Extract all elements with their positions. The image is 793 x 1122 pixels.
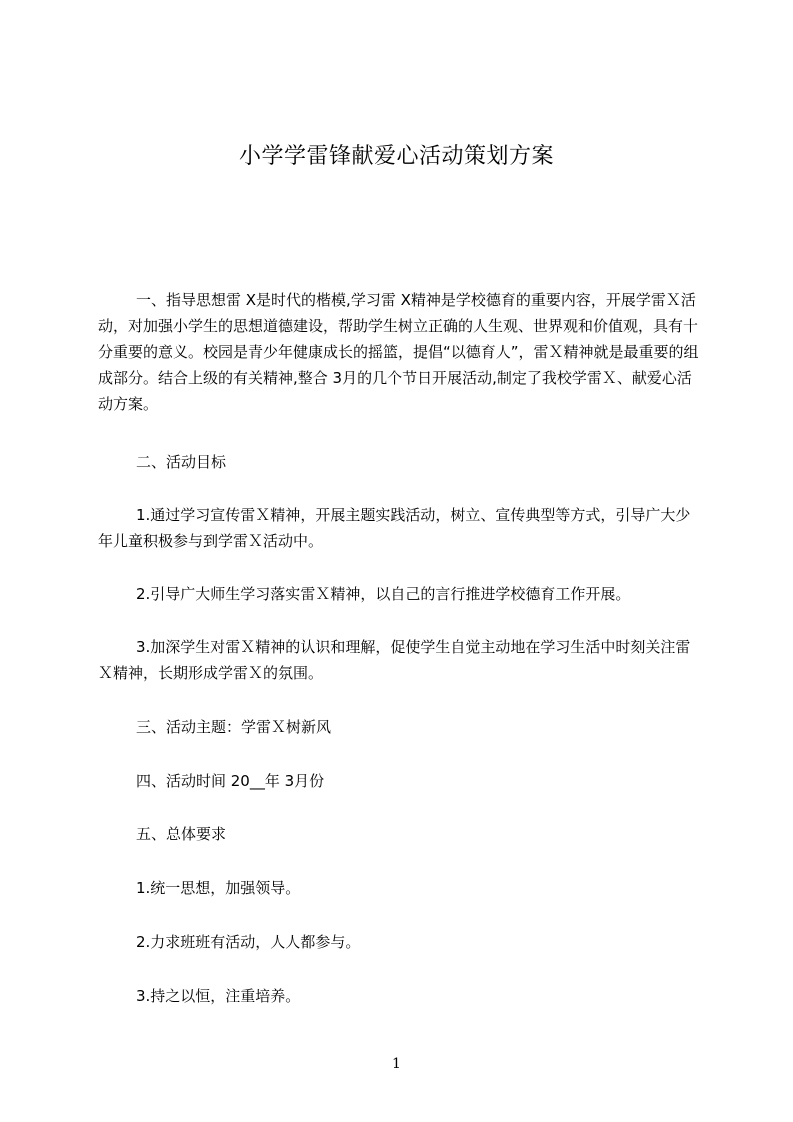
heading-activity-time: 四、活动时间 20__年 3月份 — [136, 772, 325, 790]
goal-item-3: 3.加深学生对雷Ｘ精神的认识和理解，促使学生自觉主动地在学习生活中时刻关注雷Ｘ精神，长期形成学雷Ｘ的氛围。 — [98, 638, 691, 682]
requirement-item-2: 2.力求班班有活动，人人都参与。 — [136, 933, 361, 951]
goal-item-2: 2.引导广大师生学习落实雷Ｘ精神，以自己的言行推进学校德育工作开展。 — [136, 585, 631, 603]
document-title: 小学学雷锋献爱心活动策划方案 — [238, 144, 554, 169]
heading-general-requirements: 五、总体要求 — [136, 825, 227, 843]
heading-activity-theme: 三、活动主题：学雷Ｘ树新风 — [136, 718, 332, 736]
requirement-item-3: 3.持之以恒，注重培养。 — [136, 987, 301, 1005]
goal-item-1: 1.通过学习宣传雷Ｘ精神，开展主题实践活动，树立、宣传典型等方式，引导广大少年儿童积极参与到学雷Ｘ活动中。 — [98, 506, 691, 550]
requirement-item-1: 1.统一思想，加强领导。 — [136, 879, 301, 897]
paragraph-guiding-ideology: 一、指导思想雷 X是时代的楷模,学习雷 X精神是学校德育的重要内容，开展学雷Ｘ活动，对加强小学生的思想道德建设，帮助学生树立正确的人生观、世界观和价值观，具有十分重要的意义。校园是青少年健康成长的摇篮，提倡“以德育人”，雷Ｘ精神就是最重要的组成部分。结合上级的有关精神,整合 3月的几个节日开展活动,制定了我校学雷Ｘ、献爱心活动方案。 — [98, 291, 699, 413]
page-number: 1 — [392, 1056, 401, 1072]
heading-activity-goals: 二、活动目标 — [136, 453, 227, 471]
